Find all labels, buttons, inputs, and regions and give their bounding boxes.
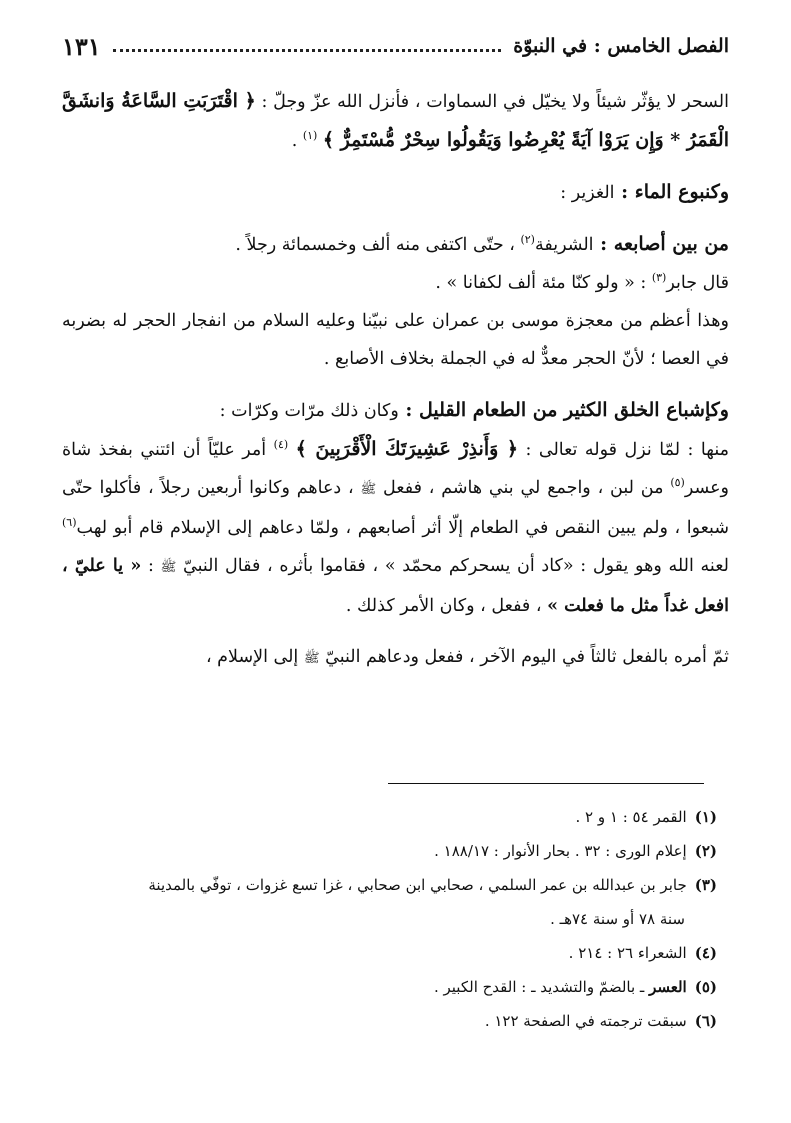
paragraph-text: الغزير : [560, 183, 615, 203]
footnote-5 [62, 970, 717, 1004]
paragraph-7 [62, 430, 729, 625]
header-dotted-leader [113, 49, 502, 52]
paragraph-8 [62, 638, 729, 678]
salawat-glyph: ﷺ [360, 482, 377, 497]
footnote-1 [62, 800, 717, 834]
footnote-ref-3: (٣) [651, 271, 667, 285]
footnote-ref-2: (٢) [520, 233, 535, 247]
chapter-title: الفصل الخامس : في النبوّة [513, 35, 729, 57]
paragraph-3 [62, 225, 729, 264]
paragraph-5 [62, 302, 729, 378]
footnote-number: (٢) [694, 842, 717, 860]
footnote-number: (١) [694, 808, 717, 826]
paragraph-text: قال جابر [666, 273, 729, 293]
paragraph-end: . [291, 131, 303, 151]
footnote-number: (٣) [694, 876, 717, 894]
paragraph-4 [62, 264, 729, 302]
paragraph-text: لعنه الله وهو يقول : «كاد أن يسحركم محمّد » ، فقاموا بأثره ، فقال النبيّ [176, 556, 729, 576]
footnote-2 [62, 834, 717, 868]
footnote-ref-6: (٦) [62, 516, 77, 530]
footnote-text: إعلام الورى : ٣٢ . بحار الأنوار : ١٨٨/١٧ . [434, 842, 687, 860]
footnote-6 [62, 1004, 717, 1038]
footnote-number: (٤) [694, 944, 717, 962]
paragraph-text: من لبن ، واجمع لي بني هاشم ، ففعل [376, 478, 671, 498]
footnote-divider [388, 783, 704, 784]
salawat-glyph: ﷺ [303, 651, 320, 666]
footnote-text: سبقت ترجمته في الصفحة ١٢٢ . [484, 1012, 687, 1030]
footnotes [62, 800, 717, 1038]
footnote-ref-4: (٤) [273, 438, 289, 452]
paragraph-text: ، دعاهم وكانوا أربعين رجلاً ، فأكلوا حتّى شبعوا ، ولم يبين النقص في الطعام إلّا أثر أصابعهم ، ولمّا دعاهم إلى الإسلام قام أبو لهب [62, 478, 729, 538]
footnote-text: جابر بن عبدالله بن عمر السلمي ، صحابي ابن صحابي ، غزا تسع غزوات ، توفّي بالمدينة [148, 876, 687, 894]
footnote-text: سنة ٧٨ أو سنة ٧٤هـ . [550, 910, 685, 928]
footnote-ref-1: (١) [302, 129, 318, 143]
quoted-saying: « يا عليّ ، افعل غداً مثل ما فعلت » [62, 556, 729, 616]
section-lead: وكنبوع الماء : [614, 181, 729, 203]
paragraph-text: الشريفة [534, 235, 594, 255]
paragraph-text: وهذا أعظم من معجزة موسى بن عمران على نبيّنا وعليه السلام من انفجار الحجر له بضربه في العصا ؛ لأنّ الحجر معدٌّ له في الجملة بخلاف الأصابع . [62, 311, 729, 369]
paragraph-text: أمر عليّاً أن ائتني بفخذ شاة وعسر [62, 440, 729, 498]
section-lead: وكإشباع الخلق الكثير من الطعام القليل : [398, 399, 729, 421]
paragraph-text: إلى الإسلام ، [205, 647, 304, 667]
main-text [62, 82, 729, 678]
paragraph-1 [62, 82, 729, 160]
footnote-4 [62, 936, 717, 970]
paragraph-text: وكان ذلك مرّات وكرّات : [219, 401, 399, 421]
section-lead: من بين أصابعه : [593, 233, 729, 255]
paragraph-text: ، حتّى اكتفى منه ألف وخمسمائة رجلاً . [235, 235, 521, 255]
paragraph-text: منها : لمّا نزل قوله تعالى : [517, 440, 729, 460]
footnote-ref-5: (٥) [670, 476, 685, 490]
footnote-3 [62, 868, 717, 902]
footnote-number: (٥) [694, 978, 717, 996]
paragraph-text: السحر لا يؤثّر شيئاً ولا يخيّل في السماوات ، فأنزل الله عزّ وجلّ : [255, 92, 729, 112]
paragraph-text: ثمّ أمره بالفعل ثالثاً في اليوم الآخر ، ففعل ودعاهم النبيّ [319, 647, 729, 667]
paragraph-text: : [141, 556, 161, 576]
footnote-3-continued [62, 902, 717, 936]
page-number: ١٣١ [62, 31, 101, 61]
footnote-text: القمر ٥٤ : ١ و ٢ . [575, 808, 687, 826]
salawat-glyph: ﷺ [160, 560, 177, 575]
footnote-number: (٦) [694, 1012, 717, 1030]
quran-verse: ﴿ وَأَنذِرْ عَشِيرَتَكَ الْأَقْرَبِينَ ﴾ [295, 438, 518, 460]
paragraph-text: : « ولو كنّا مئة ألف لكفانا » . [435, 273, 652, 293]
footnote-term: العسر [649, 978, 687, 996]
paragraph-text: ، ففعل ، وكان الأمر كذلك . [345, 596, 548, 616]
footnote-text: ـ بالضمّ والتشديد ـ : القدح الكبير . [433, 978, 650, 996]
page-header [62, 28, 729, 64]
paragraph-6 [62, 391, 729, 430]
footnote-text: الشعراء ٢٦ : ٢١٤ . [568, 944, 687, 962]
paragraph-2 [62, 173, 729, 212]
quran-verse: ﴿ اقْتَرَبَتِ السَّاعَةُ وَانشَقَّ الْقَمَرُ * وَإِن يَرَوْا آيَةً يُعْرِضُوا وَيَقُولُوا سِحْرٌ مُّسْتَمِرٌّ ﴾ [62, 90, 729, 151]
